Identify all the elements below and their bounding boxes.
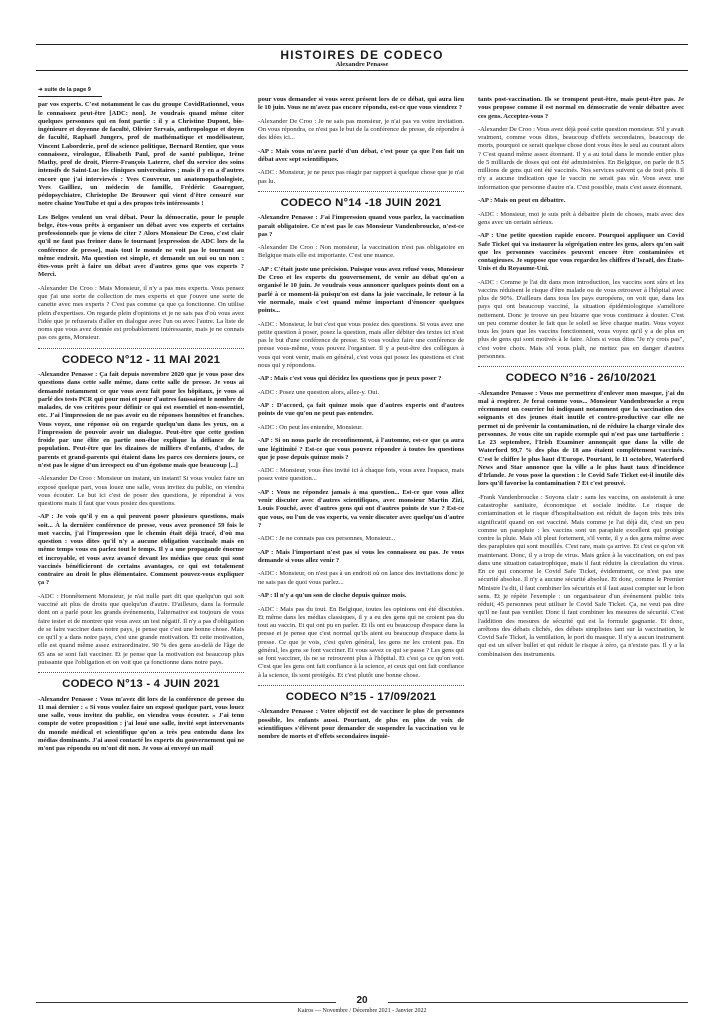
question-paragraph: -Alexandre Penasse : Vous m'avez dit lors de la conférence de presse du 11 mai dernier : « Si vous voulez faire un exposé quelque part, vous louez une salle, vous invitez du public, on viendra vous écouter. » J'ai tenu compte de votre proposition : j'ai loué une salle, invité sept intervenants du monde médical et scientifique qu'on a très peu entendu dans les médias dominants. J'ai aussi contacté les experts du gouvernement qui ne m'ont pas répondu ou m'ont dit non. Je vous ai envoyé un mail — [38, 695, 244, 753]
section-divider — [38, 672, 244, 673]
answer-paragraph: -ADC : Je ne connais pas ces personnes, Monsieur... — [258, 535, 396, 543]
question-paragraph: -AP : D'accord, ça fait quinze mois que d'autres experts ont d'autres points de vue qu'on ne peut pas entendre. — [258, 402, 464, 418]
continued-from-note: ➜ suite de la page 9 — [38, 86, 102, 97]
page-number: 20 — [356, 995, 368, 1006]
question-paragraph: -AP : Il n'y a qu'un son de cloche depuis quinze mois. — [258, 592, 407, 600]
question-paragraph: -AP : Mais c'est vous qui décidez les questions que je peux poser ? — [258, 375, 442, 383]
answer-paragraph: -ADC : Honnêtement Monsieur, je n'ai nulle part dit que quelqu'un qui soit vacciné ait plus de droits que quelqu'un d'autre. D'ailleurs, dans la formule dont on a parlé pour les grands événements, l'alternative est toujours de vous faire tester et de montrer que vous avez un test négatif. Il n'y a pas d'obligation de se faire vacciner dans notre pays, je pense que c'est une bonne chose. Mais ce qu'il y a dans notre pays, c'est une grande motivation. Et cette motivation, elle est quand même assez extraordinaire. 90 % des gens au-delà de l'âge de 65 ans se sont fait vacciner. Et je pense que la motivation est beaucoup plus puissante que l'obligation et on voit que ça fonctionne dans notre pays. — [38, 592, 244, 666]
section-divider — [38, 348, 244, 349]
question-paragraph: -Alexandre Penasse : J'ai l'impression quand vous parlez, la vaccination paraît obligatoire. Ce n'est pas le cas Monsieur Vandenbroucke, n'est-ce pas ? — [258, 214, 464, 238]
question-paragraph: -AP : Mais vous m'avez parlé d'un débat, c'est pour ça que l'on fait un débat avec sept scientifiques. — [258, 147, 464, 163]
answer-paragraph: -ADC : Monsieur, on n'est pas à un endroit où on lance des invitations donc je ne sais pas de quoi vous parlez... — [258, 570, 464, 586]
answer-paragraph: -Alexander De Croo : Non monsieur, la vaccination n'est pas obligatoire en Belgique mais elle est importante. C'est une nuance. — [258, 244, 464, 260]
answer-paragraph: -ADC : Mais pas du tout. En Belgique, toutes les opinions ont été discutées. Et même dans les médias classiques, il y a eu des gens qui ne croient pas du tout au vaccin. Et qui ont pu en parler. Et ils ont eu beaucoup d'espace dans la presse et je pense que c'est normal qu'ils aient eu beaucoup d'espace dans la presse. Ce que je vois, c'est qu'en général, les gens ne les croient pas. En général, les gens se font vacciner. Et vous savez ce qui se passe ? Les gens qui se font vacciner, ils ne se retrouvent plus à l'hôpital. Et c'est ça ce qu'on voit. C'est que les gens ont fait confiance à la science, et ceux qui ont fait confiance à la science, ils sont protégés. Et c'est plutôt une bonne chose. — [258, 605, 464, 679]
question-paragraph: par vos experts. C'est notamment le cas du groupe CovidRationnel, vous le connaissez peut-être [ADC: non]. Je voudrais quand même citer quelques personnes qui en font partie : il y a Christine Dupont, bio-ingénieure et doyenne de faculté, Olivier Servais, anthropologue et doyen de faculté, Raphaël Jungers, prof de mathématique et modélisateur, Vincent Laborderie, prof de science politique, Bernard Rentier, que vous connaissez, virologue, Élisabeth Paul, prof de santé publique, Irène Mathy, prof de droit, Pierre-François Laterre, chef du service des soins intensifs de Saint-Luc les cliniques universitaires ; mais il y en a d'autres encore que j'ai interviewés : Yves Couvreur, un anatomopathologiste, Yves Gailliez, un médecin de famille, Frédéric Goareguer, pédopsychiatre, Christophe De Brouwer qui vient d'être censuré sur notre chaine YouTube et qui a des propos très intéressants ! — [38, 101, 244, 208]
codeco-heading: CODECO N°16 - 26/10/2021 — [505, 372, 657, 385]
question-paragraph: tants post-vaccination. Ils se trompent peut-être, mais peut-être pas. Je vous propose comme il est normal en démocratie de venir débattre avec ces gens. Acceptez-vous ? — [478, 96, 684, 120]
codeco-heading: CODECO N°14 -18 JUIN 2021 — [280, 197, 442, 209]
answer-paragraph: -ADC : Monsieur, moi je suis prêt à débattre plein de choses, mais avec des gens avec un certain sérieux. — [478, 210, 684, 226]
article-columns — [38, 87, 686, 981]
section-divider — [258, 685, 464, 686]
question-paragraph: -Alexandre Penasse : Vous me permettrez d'enlever mon masque, j'ai du mal à respirer. Je ferai comme vous... Monsieur Vandenbroucke a reçu récemment un courrier lui indiquant notamment que la vaccination des soignants et des jeunes était inutile et contre-productive car elle ne permet ni de prévenir la contamination, ni de réduire la charge virale des personnes. Je vous cite un rapide exemple qui n'est pas une tartufferie : Le 23 septembre, l'Irish Examiner annonçait que dans la ville de Waterford 99,7 % des plus de 18 ans étaient complètement vaccinés. C'est le chiffre le plus haut d'Europe. Pourtant, le 11 octobre, Waterford News and Star annonce que la ville a le plus haut taux d'incidence d'Irlande. Je vous pose la question : le Covid Safe Ticket est-il inutile dès lors qu'il favorise la contamination ? Et c'est prouvé. — [478, 389, 684, 488]
header-top-rule — [36, 44, 688, 45]
question-paragraph: -AP : Mais on peut en débattre. — [478, 197, 566, 205]
answer-paragraph: -Alexander De Croo : Je ne sais pas monsieur, je n'ai pas vu votre invitation. On vous répondra, ce n'est pas le but de la conférence de presse, de répondre à des idées ici... — [258, 117, 464, 142]
question-paragraph: -AP : Mais l'important n'est pas si vous les connaissez ou pas. Je vous demande si vous allez venir ? — [258, 548, 464, 564]
question-paragraph: -AP : C'était juste une précision. Puisque vous avez refusé vous, Monsieur De Croo et les experts du gouvernement, de venir au débat qu'on a organisé le 10 juin. Je voudrais vous annoncer quelques points dont on a parlé à ce moment-là puisqu'on est dans la joie vaccinale, le retour à la vie normale, mais c'est quand même important d'énoncer quelques points... — [258, 265, 464, 315]
question-paragraph: -AP : Si on nous parle de reconfinement, à l'automne, est-ce que ça aura une légitimité ? Est-ce que vous pouvez répondre à toutes les questions que je pose depuis quinze mois ? — [258, 437, 464, 461]
column-3 — [478, 96, 684, 981]
question-paragraph: -AP : Vous ne répondez jamais à ma question... Est-ce que vous allez venir discuter avec d'autres scientifiques, avec monsieur Martin Zizi, Louis Fouché, avec d'autres gens qui ont d'autres points de vue ? Est-ce que vous, ou l'un de vos experts, va venir discuter avec quelqu'un d'autre ? — [258, 488, 464, 529]
codeco-heading: CODECO N°13 - 4 JUIN 2021 — [62, 678, 220, 691]
question-paragraph: pour vous demander si vous serez présent lors de ce débat, qui aura lieu le 10 juin. Vous ne m'avez pas encore répondu, est-ce que vous viendrez ? — [258, 96, 464, 112]
footer-publication: Kairos — Novembre / Décembre 2021 - Janvier 2022 — [297, 1008, 427, 1014]
question-paragraph: -AP : Je vois qu'il y en a qui peuvent poser plusieurs questions, mais soit... À la dernière conférence de presse, vous avez prononcé 59 fois le mot vaccin, j'ai l'impression que le chemin était déjà tracé, d'où ma question : vous dites qu'il n'y a aucune obligation vaccinale mais en même temps vous en parlez tout le temps. Il y a une propagande énorme et incroyable, et vous avez avancé devant les médias que ceux qui sont vaccinés bénéficieront de certains avantages, ce qui est totalement contraire au droit le plus élémentaire. Comment pouvez-vous expliquer ça ? — [38, 513, 244, 587]
column-1 — [38, 87, 244, 981]
answer-paragraph: -Alexander De Croo : Vous avez déjà posé cette question monsieur. S'il y avait vraiment, comme vous dites, beaucoup d'effets secondaires, beaucoup de morts, pourquoi ce serait quelque chose dont vous êtes le seul au courant alors ? C'est quand même assez étonnant. Il y a au total dans le monde entier plus de 5 milliards de doses qui ont été administrées. En Belgique, on parle de 8.5 millions de gens qui ont été vaccinés. Nos services suivent ça de tout près. Il n'y a aucune indication que le vaccin ne serait pas sûr. Vous avez une information que personne d'autre n'a. C'est possible, mais c'est assez étonnant. — [478, 125, 684, 191]
section-author: Alexandre Penasse — [335, 61, 389, 68]
answer-paragraph: -ADC : On peut les entendre, Monsieur. — [258, 423, 363, 431]
answer-paragraph: -ADC : Posez une question alors, allez-y. Oui. — [258, 388, 380, 396]
column-2 — [258, 96, 464, 981]
section-divider — [258, 191, 464, 192]
codeco-heading: CODECO N°12 - 11 MAI 2021 — [61, 353, 221, 366]
codeco-heading: CODECO N°15 - 17/09/2021 — [285, 691, 437, 703]
answer-paragraph: -Alexander De Croo : Mais Monsieur, il n'y a pas mes experts. Vous pensez que j'ai une sorte de collection de mes experts et que j'ouvre une sorte de canette avec mes experts ? C'est pas comme ça que ça fonctionne. On utilise plein d'expertises. On regarde plein d'opinions et je ne sais pas d'où vous avez l'idée que je refuserais d'aller en dialogue avec l'un ou avec l'autre. La liste de noms que vous avez donnée est probablement intéressante, mais je ne connais pas ces gens, Monsieur. — [38, 284, 244, 342]
section-title: HISTOIRES DE CODECO — [280, 48, 444, 62]
answer-paragraph: -ADC : Monsieur, vous êtes invité ici à chaque fois, vous avez l'espace, mais posez votre question... — [258, 467, 464, 483]
section-divider — [478, 366, 684, 367]
answer-paragraph: -ADC : Monsieur, je ne peux pas réagir par rapport à quelque chose que je n'ai pas lu. — [258, 169, 464, 185]
answer-paragraph: -Frank Vandenbroucke : Soyons clair : sans les vaccins, on assisterait à une catastrophe sanitaire, économique et sociale inédite. Le risque de contamination et le risque d'hospitalisation est réduit de façon très très très significatif quand on est vacciné. Mais comme je l'ai déjà dit, c'est un peu comme un parapluie : les vaccins sont un parapluie excellent qui protège contre la pluie. Mais s'il pleut fortement, s'il vente, il y a des gens même avec des parapluies qui sont mouillés. C'est rare, mais ça arrive. Et c'est ce qu'on vit maintenant. Donc, il y a trop de virus. Mais grâce à la vaccination, on est pas dans une situation catastrophique, mais il faut réduire la circulation du virus. En ce qui concerne le Covid Safe Ticket, évidemment, ce n'est pas une sécurité absolue. Il n'y a aucune sécurité absolue. Et donc, comme le Premier Ministre l'a dit, il faut combiner les sécurités et il faut aussi compter sur le bon sens. Et je répète l'exemple : un organisateur d'un événement public très réduit, 45 personnes peut utiliser le Covid Safe Ticket. Ça, ne veut pas dire qu'il ne faut pas ventiler. Donc il faut combiner les mesures de sécurité. C'est l'addition des mesures de sécurité qui est la formule gagnante. Et donc, arrêtons des débats clichés, des débats simplistes tant sur la vaccination, le Covid Safe Ticket, la ventilation, le port du masque. Il n'y a aucun instrument qui est un silver bullet et qui réduit le risque à zéro, ça n'existe pas. Il y a la combinaison des instruments. — [478, 493, 684, 658]
answer-paragraph: -Alexander De Croo : Monsieur un instant, un instant! Si vous voulez faire un exposé quelque part, vous louez une salle, vous invitez du public, on viendra vous écouter. Le but ici c'est de poser des questions, je répondrai à vos questions mais il faut que vous posiez des questions. — [38, 475, 244, 507]
question-paragraph: Les Belges veulent un vrai débat. Pour la démocratie, pour le peuple belge, êtes-vous prêts à organiser un débat avec vos experts et certains professionnels que je viens de citer ? Alors Monsieur De Croo, c'est clair qu'il ne faut pas freiner dans le tournant [expression de ADC lors de la conférence de presse], mais tout le monde ne voit pas le tournant au même endroit. Ma question est simple, et demande un oui ou un non : êtes-vous prêt à faire un débat avec d'autres gens que vos experts ? Merci. — [38, 213, 244, 279]
question-paragraph: -Alexandre Penasse : Ça fait depuis novembre 2020 que je vous pose des questions dans cette salle même, dans cette salle de presse. Je vous ai demandé notamment ce que vous avez fait pour les hôpitaux, je vous ai parlé des tests PCR qui pour moi et pour d'autres faussaient le nombre de malades, de vos critères pour définir ce qui est essentiel et non-essentiel, etc. J'ai l'impression de ne pas avoir eu de réponses honnêtes et franches. Vous voyez, une réponse où on regarde quelqu'un dans les yeux, on a l'impression de pouvoir avoir un dialogue. Peut-être que cette gestion froide par une élite en partie non-élue explique la défiance de la population. Peut-être que les dizaines de milliers d'enfants, d'ados, de parents et grand-parents qui étaient dans les parcs ces derniers jours, ce n'est pas le signe d'un irrespect ou d'un égoïsme mais que beaucoup [...] — [38, 371, 244, 469]
question-paragraph: -AP : Une petite question rapide encore. Pourquoi appliquer un Covid Safe Ticket qui va instaurer la ségrégation entre les gens, alors qu'on sait que les personnes vaccinées peuvent encore être contaminées et contagieuses. Je suppose que vous regardez les chiffres d'Israël, des États-Unis et du Royaume-Uni. — [478, 232, 684, 273]
answer-paragraph: -ADC : Monsieur, le but c'est que vous posiez des questions. Si vous avez une petite question à poser, posez la question, mais aller débiter des textes ici n'est pas le but d'une conférence de presse. Si vous voulez faire une conférence de presse vous-même, vous pouvez l'organiser. Il y a peut-être des collègues à vous qui vont venir, mais en général, c'est vous qui posez les questions et c'est nous qui y répondons. — [258, 320, 464, 369]
header-bottom-rule — [36, 70, 688, 71]
question-paragraph: -Alexandre Penasse : Votre objectif est de vacciner le plus de personnes possible, les enfants aussi. Pourtant, de plus en plus de voix de scientifiques s'élèvent pour demander de suspendre la vaccination vu le nombre de morts et d'effets secondaires inquié- — [258, 708, 464, 740]
answer-paragraph: -ADC : Comme je l'ai dit dans mon introduction, les vaccins sont sûrs et les vaccins réduisent le risque d'être malade ou de vous retrouver à l'hôpital avec plus de 90%. D'ailleurs dans tous les pays européens, on voit que, dans les pays qui ont beaucoup vacciné, la situation épidémiologique s'améliore nettement. Donc je trouve un peu bizarre que vous continuez à douter. C'est un peu comme douter le fait que le soleil se lève chaque matin. Vous voyez tous les jours que les vaccins fonctionnent, vous voyez qu'il y a de plus en plus de gens qui sont motivés à le faire. Alors si vous dites "Je n'y crois pas", c'est votre choix. Mais s'il vous plaît, ne mettez pas en danger d'autres personnes. — [478, 278, 684, 360]
